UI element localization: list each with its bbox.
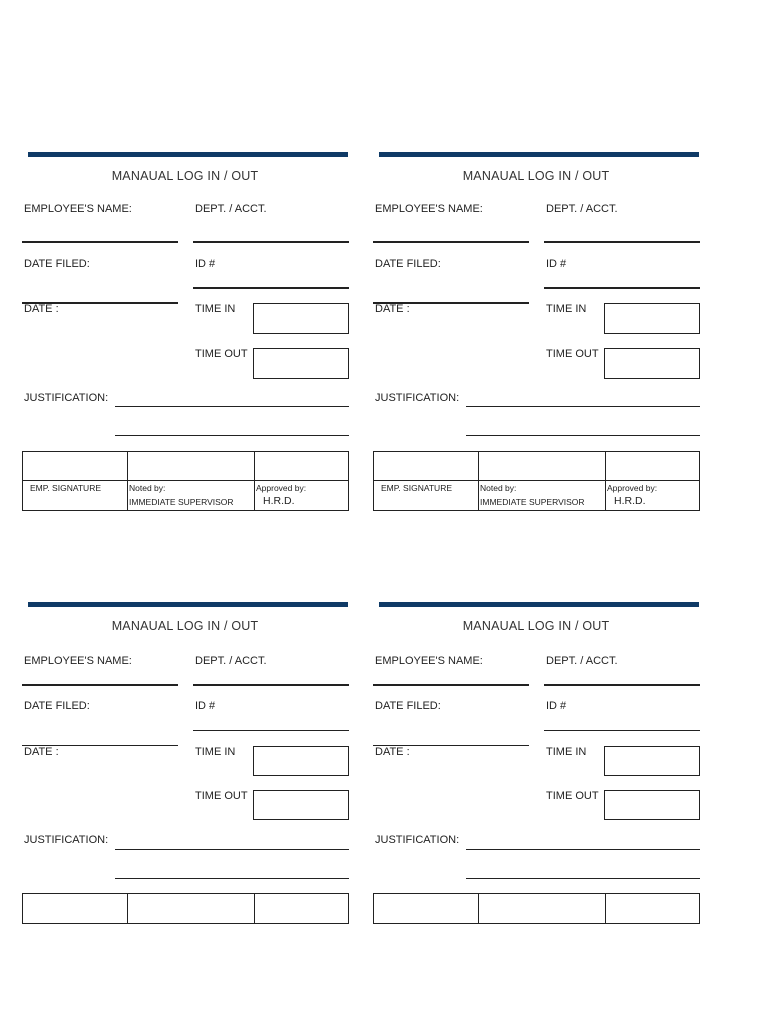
time-in-label: TIME IN [195, 303, 236, 315]
dept-field[interactable] [193, 241, 349, 243]
signature-table [373, 451, 700, 511]
time-out-label: TIME OUT [195, 348, 248, 360]
time-out-label: TIME OUT [546, 790, 599, 802]
supervisor-label: IMMEDIATE SUPERVISOR [129, 497, 234, 507]
id-field[interactable] [544, 730, 700, 731]
id-field[interactable] [193, 730, 349, 731]
approved-by-label: Approved by: [256, 483, 307, 493]
dept-label: DEPT. / ACCT. [195, 655, 267, 667]
justification-label: JUSTIFICATION: [375, 392, 460, 404]
signature-divider [478, 894, 479, 923]
dept-label: DEPT. / ACCT. [195, 203, 267, 215]
noted-by-label: Noted by: [129, 483, 166, 493]
employee-name-label: EMPLOYEE'S NAME: [375, 203, 483, 215]
date-label: DATE : [24, 746, 59, 758]
date-filed-label: DATE FILED: [24, 258, 90, 270]
noted-by-label: Noted by: [480, 483, 517, 493]
justification-label: JUSTIFICATION: [24, 834, 109, 846]
hrd-label: H.R.D. [614, 495, 646, 507]
form-header-bar [28, 152, 348, 157]
justification-line-1[interactable] [466, 406, 700, 407]
dept-field[interactable] [544, 684, 700, 686]
log-form-4 [371, 602, 701, 972]
justification-label: JUSTIFICATION: [24, 392, 109, 404]
signature-divider [605, 894, 606, 923]
justification-line-1[interactable] [115, 406, 349, 407]
id-field[interactable] [193, 287, 349, 289]
time-in-field[interactable] [604, 746, 700, 776]
time-out-field[interactable] [604, 790, 700, 820]
dept-field[interactable] [193, 684, 349, 686]
time-out-field[interactable] [253, 348, 349, 379]
supervisor-label: IMMEDIATE SUPERVISOR [480, 497, 585, 507]
date-label: DATE : [375, 746, 410, 758]
signature-divider [127, 452, 128, 510]
form-title: MANAUAL LOG IN / OUT [111, 169, 259, 183]
id-field[interactable] [544, 287, 700, 289]
justification-line-2[interactable] [115, 878, 349, 879]
id-label: ID # [195, 700, 216, 712]
time-in-field[interactable] [253, 303, 349, 334]
time-in-label: TIME IN [195, 746, 236, 758]
employee-name-field[interactable] [373, 241, 529, 243]
id-label: ID # [546, 700, 567, 712]
emp-signature-label: EMP. SIGNATURE [381, 483, 453, 493]
justification-line-2[interactable] [466, 878, 700, 879]
employee-name-label: EMPLOYEE'S NAME: [24, 655, 132, 667]
signature-row-divider [374, 480, 699, 481]
hrd-label: H.R.D. [263, 495, 295, 507]
signature-divider [127, 894, 128, 923]
signature-table [22, 893, 349, 924]
time-in-field[interactable] [253, 746, 349, 776]
justification-label: JUSTIFICATION: [375, 834, 460, 846]
form-title: MANAUAL LOG IN / OUT [462, 619, 610, 633]
id-label: ID # [195, 258, 216, 270]
emp-signature-label: EMP. SIGNATURE [30, 483, 102, 493]
signature-divider [605, 452, 606, 510]
form-header-bar [379, 152, 699, 157]
justification-line-1[interactable] [115, 849, 349, 850]
date-filed-label: DATE FILED: [375, 258, 441, 270]
form-title: MANAUAL LOG IN / OUT [111, 619, 259, 633]
employee-name-field[interactable] [373, 684, 529, 686]
id-label: ID # [546, 258, 567, 270]
employee-name-label: EMPLOYEE'S NAME: [375, 655, 483, 667]
employee-name-label: EMPLOYEE'S NAME: [24, 203, 132, 215]
time-in-label: TIME IN [546, 303, 587, 315]
log-form-3 [20, 602, 350, 972]
time-out-field[interactable] [604, 348, 700, 379]
approved-by-label: Approved by: [607, 483, 658, 493]
log-form-1 [20, 152, 350, 522]
employee-name-field[interactable] [22, 684, 178, 686]
date-filed-label: DATE FILED: [24, 700, 90, 712]
date-label: DATE : [24, 303, 59, 315]
time-in-field[interactable] [604, 303, 700, 334]
employee-name-field[interactable] [22, 241, 178, 243]
form-title: MANAUAL LOG IN / OUT [462, 169, 610, 183]
form-header-bar [379, 602, 699, 607]
dept-field[interactable] [544, 241, 700, 243]
signature-divider [254, 452, 255, 510]
time-out-label: TIME OUT [195, 790, 248, 802]
date-label: DATE : [375, 303, 410, 315]
signature-row-divider [23, 480, 348, 481]
time-out-field[interactable] [253, 790, 349, 820]
justification-line-2[interactable] [466, 435, 700, 436]
time-in-label: TIME IN [546, 746, 587, 758]
time-out-label: TIME OUT [546, 348, 599, 360]
justification-line-2[interactable] [115, 435, 349, 436]
dept-label: DEPT. / ACCT. [546, 203, 618, 215]
signature-divider [254, 894, 255, 923]
dept-label: DEPT. / ACCT. [546, 655, 618, 667]
justification-line-1[interactable] [466, 849, 700, 850]
signature-divider [478, 452, 479, 510]
signature-table [22, 451, 349, 511]
form-header-bar [28, 602, 348, 607]
date-filed-label: DATE FILED: [375, 700, 441, 712]
log-form-2 [371, 152, 701, 522]
signature-table [373, 893, 700, 924]
